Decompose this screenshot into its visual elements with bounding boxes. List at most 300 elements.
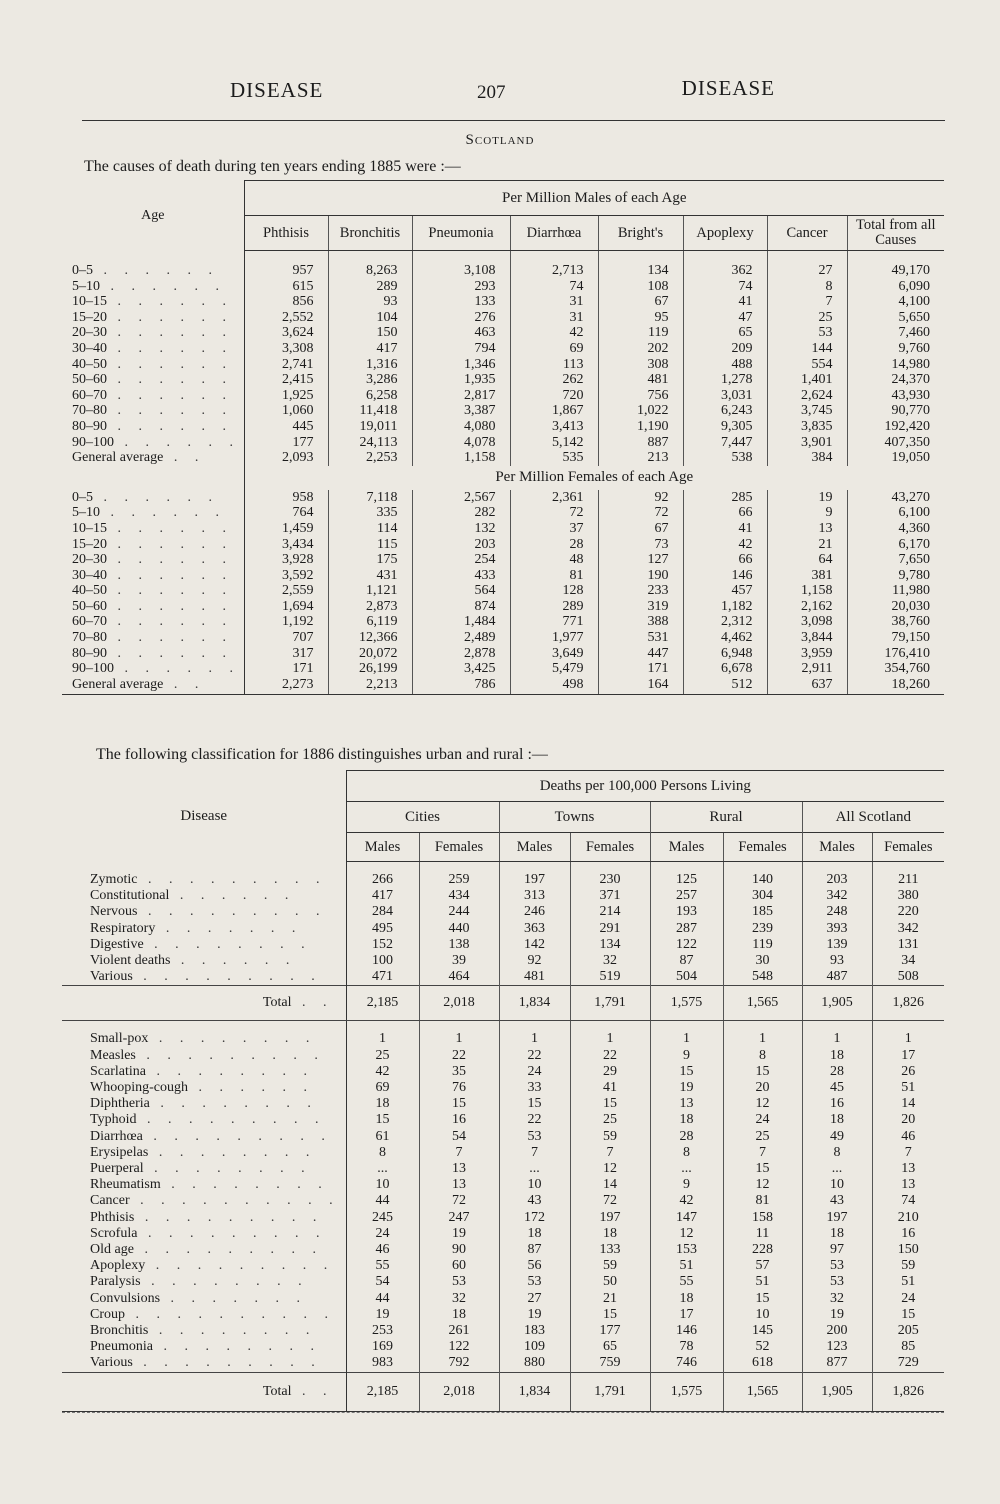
disease-cell	[62, 953, 346, 969]
disease-label: Nervous	[90, 904, 138, 920]
value-cell: 874	[412, 599, 510, 615]
value-cell: 30	[723, 953, 802, 969]
value-cell: 887	[598, 435, 683, 451]
value-cell: 185	[723, 904, 802, 920]
total-value-cell: 2,185	[346, 1372, 419, 1411]
spacer-cell	[723, 1021, 802, 1032]
value-cell: 618	[723, 1355, 802, 1372]
value-cell: 12	[723, 1177, 802, 1193]
value-cell: 289	[328, 279, 412, 295]
value-cell: 197	[802, 1210, 872, 1226]
value-cell: 15	[872, 1307, 944, 1323]
leader-dots: . .	[291, 995, 334, 1011]
value-cell: 253	[346, 1323, 419, 1339]
value-cell: 24	[872, 1291, 944, 1307]
value-cell: 15	[570, 1096, 650, 1112]
value-cell: 21	[570, 1291, 650, 1307]
spacer-cell	[802, 1021, 872, 1032]
value-cell: 25	[570, 1112, 650, 1128]
value-cell: 28	[650, 1129, 723, 1145]
value-cell: 4,360	[847, 521, 944, 537]
table-row	[62, 294, 944, 310]
total-label: Total	[262, 995, 292, 1011]
total-value-cell: 1,826	[872, 986, 944, 1021]
value-cell: 6,100	[847, 505, 944, 521]
age-cell	[62, 279, 244, 295]
value-cell: 13	[650, 1096, 723, 1112]
group-header: All Scotland	[802, 802, 944, 833]
table-row	[62, 1323, 944, 1339]
leader-dots: . . . . . .	[170, 953, 297, 969]
value-cell: 134	[598, 263, 683, 279]
age-cell	[62, 583, 244, 599]
value-cell: 3,592	[282, 567, 314, 583]
disease-label: Digestive	[90, 936, 144, 952]
value-cell: 140	[723, 872, 802, 888]
value-cell: 487	[802, 969, 872, 986]
leader-dots: . . . . . . . .	[143, 1161, 312, 1177]
disease-cell	[62, 1193, 346, 1209]
value-cell: 43,930	[847, 388, 944, 404]
value-cell: 114	[328, 521, 412, 537]
leader-dots: . . . . . .	[107, 340, 233, 356]
value-cell: 66	[683, 552, 767, 568]
value-cell: 8,263	[328, 263, 412, 279]
value-cell: 90,770	[847, 403, 944, 419]
table-row	[62, 263, 944, 279]
value-cell: 261	[419, 1323, 499, 1339]
value-cell: 246	[499, 904, 570, 920]
sex-header: Males	[499, 833, 570, 862]
value-cell: 139	[802, 937, 872, 953]
disease-cell	[62, 1258, 346, 1274]
total-label: Total	[262, 1383, 292, 1399]
table-row	[62, 1226, 944, 1242]
value-cell: 108	[598, 279, 683, 295]
value-cell: 13	[872, 1177, 944, 1193]
value-cell: 1	[723, 1031, 802, 1047]
value-cell: 24,113	[328, 435, 412, 451]
table-row	[62, 521, 944, 537]
value-cell: 9,780	[847, 568, 944, 584]
value-cell: 53	[499, 1274, 570, 1290]
value-cell: 308	[598, 357, 683, 373]
age-label: 70–80	[72, 630, 107, 646]
value-cell: 11,418	[328, 403, 412, 419]
total-value-cell: 1,575	[650, 1372, 723, 1411]
value-cell: 8	[346, 1145, 419, 1161]
disease-label: Scarlatina	[90, 1063, 146, 1079]
value-cell: 138	[419, 937, 499, 953]
value-cell: 291	[570, 921, 650, 937]
spacer-cell	[872, 862, 944, 873]
section-title: Scotland	[465, 132, 535, 148]
females-subheader-row	[62, 466, 944, 490]
value-cell: 471	[346, 969, 419, 986]
value-cell: 4,078	[412, 435, 510, 451]
value-cell: 304	[723, 888, 802, 904]
leader-dots: . . . . . .	[114, 661, 240, 677]
value-cell: 498	[510, 677, 598, 695]
value-cell: 176,410	[847, 646, 944, 662]
value-cell: 7	[723, 1145, 802, 1161]
disease-label: Various	[90, 969, 133, 985]
spacer-cell	[723, 862, 802, 873]
value-cell: 100	[346, 953, 419, 969]
value-cell: 61	[346, 1129, 419, 1145]
value-cell: 287	[650, 921, 723, 937]
value-cell: 15	[570, 1307, 650, 1323]
age-cell	[62, 450, 244, 466]
value-cell: 2,873	[328, 599, 412, 615]
disease-cell	[62, 1161, 346, 1177]
value-cell: 53	[802, 1274, 872, 1290]
leader-dots: . . . . . . . .	[149, 1096, 318, 1112]
value-cell: 440	[419, 921, 499, 937]
age-label: General average	[72, 676, 164, 692]
value-cell: 1	[499, 1031, 570, 1047]
value-cell: 19	[650, 1080, 723, 1096]
total-value-cell: 1,834	[499, 1372, 570, 1411]
spacer-cell	[570, 862, 650, 873]
spacer-cell	[872, 1021, 944, 1032]
table-row	[62, 1291, 944, 1307]
leader-dots: . . . . . .	[107, 356, 233, 372]
column-header: Pneumonia	[412, 216, 510, 251]
value-cell: 289	[510, 599, 598, 615]
value-cell: 3,434	[282, 536, 314, 552]
table-row	[62, 1242, 944, 1258]
value-cell: 2,624	[767, 388, 847, 404]
age-cell	[62, 552, 244, 568]
value-cell: 41	[683, 521, 767, 537]
value-cell: 142	[499, 937, 570, 953]
value-cell: 59	[570, 1129, 650, 1145]
value-cell: 131	[872, 937, 944, 953]
value-cell: 214	[570, 904, 650, 920]
value-cell: 27	[499, 1291, 570, 1307]
value-cell: 1,935	[412, 372, 510, 388]
value-cell: 32	[570, 953, 650, 969]
value-cell: 152	[346, 937, 419, 953]
disease-column-header: Disease	[62, 771, 346, 862]
value-cell: 10	[802, 1177, 872, 1193]
value-cell: 123	[802, 1339, 872, 1355]
leader-dots: . . . . . . . . .	[137, 904, 327, 920]
value-cell: 1,158	[767, 583, 847, 599]
group-header: Cities	[346, 802, 499, 833]
leader-dots: . . . . . .	[100, 505, 226, 521]
value-cell: 193	[650, 904, 723, 920]
deaths-per-100000-header: Deaths per 100,000 Persons Living	[346, 771, 944, 802]
value-cell: 463	[412, 325, 510, 341]
value-cell: 26	[872, 1064, 944, 1080]
age-label: 30–40	[72, 567, 107, 583]
value-cell: 282	[412, 505, 510, 521]
value-cell: 2,312	[683, 614, 767, 630]
spacer-cell	[570, 1021, 650, 1032]
spacer-cell	[847, 251, 944, 264]
age-cell	[62, 357, 244, 373]
value-cell: 2,713	[510, 263, 598, 279]
total-row	[62, 986, 944, 1021]
disease-cell	[62, 1064, 346, 1080]
age-cell	[62, 521, 244, 537]
age-cell	[62, 677, 244, 695]
value-cell: 720	[510, 388, 598, 404]
value-cell: 388	[598, 614, 683, 630]
age-cell	[62, 263, 244, 279]
value-cell: 19	[346, 1307, 419, 1323]
value-cell: 3,108	[412, 263, 510, 279]
value-cell: 145	[723, 1323, 802, 1339]
table-row	[62, 435, 944, 451]
value-cell: 8	[767, 279, 847, 295]
value-cell: 15	[723, 1161, 802, 1177]
value-cell: 7,650	[847, 552, 944, 568]
table-row	[62, 1064, 944, 1080]
leader-dots: . . . . . .	[107, 294, 233, 310]
value-cell: 538	[683, 450, 767, 466]
value-cell: 554	[767, 357, 847, 373]
value-cell: 14,980	[847, 357, 944, 373]
value-cell: 43	[499, 1193, 570, 1209]
value-cell: 202	[598, 341, 683, 357]
value-cell: 67	[598, 294, 683, 310]
value-cell: 24	[346, 1226, 419, 1242]
table-row	[62, 1193, 944, 1209]
value-cell: 18	[499, 1226, 570, 1242]
spacer-cell	[419, 1021, 499, 1032]
value-cell: 4,080	[412, 419, 510, 435]
value-cell: 12	[650, 1226, 723, 1242]
spacer-cell	[62, 862, 346, 873]
leader-dots: . . . . . .	[107, 309, 233, 325]
table-row	[62, 1339, 944, 1355]
table-row	[62, 568, 944, 584]
disease-cell	[62, 937, 346, 953]
table-row	[62, 490, 944, 506]
value-cell: 54	[419, 1129, 499, 1145]
column-header: Total from all Causes	[847, 216, 944, 251]
value-cell: 43	[802, 1193, 872, 1209]
value-cell: 17	[872, 1048, 944, 1064]
value-cell: 335	[328, 505, 412, 521]
sex-header: Females	[872, 833, 944, 862]
age-cell	[62, 661, 244, 677]
leader-dots: . . . . . .	[107, 520, 233, 536]
value-cell: 354,760	[847, 661, 944, 677]
column-header: Bronchitis	[328, 216, 412, 251]
value-cell: 127	[598, 552, 683, 568]
value-cell: 18	[650, 1112, 723, 1128]
spacer-cell	[683, 251, 767, 264]
value-cell: 1,182	[683, 599, 767, 615]
disease-cell	[62, 1274, 346, 1290]
value-cell: 28	[510, 537, 598, 553]
value-cell: 18	[802, 1226, 872, 1242]
value-cell: 637	[767, 677, 847, 695]
value-cell: 417	[346, 888, 419, 904]
age-cell	[62, 310, 244, 326]
value-cell: 15	[650, 1064, 723, 1080]
age-label: 60–70	[72, 387, 107, 403]
value-cell: 9	[767, 505, 847, 521]
value-cell: 19	[499, 1307, 570, 1323]
leader-dots: . . . . . .	[107, 372, 233, 388]
value-cell: 59	[872, 1258, 944, 1274]
value-cell: 53	[802, 1258, 872, 1274]
value-cell: 5,142	[510, 435, 598, 451]
age-label: 50–60	[72, 372, 107, 388]
value-cell: 7	[570, 1145, 650, 1161]
value-cell: 6,243	[683, 403, 767, 419]
value-cell: 2,093	[282, 450, 314, 466]
value-cell: 67	[598, 521, 683, 537]
value-cell: 15	[723, 1291, 802, 1307]
value-cell: 764	[292, 505, 314, 521]
value-cell: 245	[346, 1210, 419, 1226]
age-label: 40–50	[72, 356, 107, 372]
value-cell: 18	[802, 1048, 872, 1064]
value-cell: 125	[650, 872, 723, 888]
value-cell: 2,567	[412, 490, 510, 506]
total-label-cell	[62, 986, 346, 1021]
value-cell: 37	[510, 521, 598, 537]
sex-header: Males	[650, 833, 723, 862]
value-cell: 115	[328, 537, 412, 553]
disease-label: Whooping-cough	[90, 1080, 188, 1096]
value-cell: 183	[499, 1323, 570, 1339]
disease-cell	[62, 888, 346, 904]
value-cell: 508	[872, 969, 944, 986]
value-cell: 1	[650, 1031, 723, 1047]
value-cell: 1,316	[328, 357, 412, 373]
spacer-cell	[650, 862, 723, 873]
age-cell	[62, 568, 244, 584]
value-cell: 3,959	[767, 646, 847, 662]
leader-dots: . . . . . . . . .	[137, 872, 327, 887]
spacer-row	[62, 251, 944, 264]
table-row	[62, 630, 944, 646]
intro-text: The causes of death during ten years ending 1885 were :—	[84, 158, 461, 175]
age-label: 10–15	[72, 294, 107, 310]
total-value-cell: 1,791	[570, 1372, 650, 1411]
column-header: Cancer	[767, 216, 847, 251]
value-cell: 22	[499, 1112, 570, 1128]
disease-cell	[62, 1048, 346, 1064]
value-cell: 983	[346, 1355, 419, 1372]
value-cell: 34	[872, 953, 944, 969]
value-cell: 87	[499, 1242, 570, 1258]
value-cell: 3,844	[767, 630, 847, 646]
value-cell: 488	[683, 357, 767, 373]
disease-cell	[62, 1112, 346, 1128]
disease-cell	[62, 1307, 346, 1323]
value-cell: 259	[419, 872, 499, 888]
value-cell: 531	[598, 630, 683, 646]
table-row	[62, 1258, 944, 1274]
value-cell: 38,760	[847, 614, 944, 630]
disease-cell	[62, 1323, 346, 1339]
leader-dots: . . . . . . . . .	[134, 1209, 324, 1225]
value-cell: 1,158	[412, 450, 510, 466]
value-cell: 746	[650, 1355, 723, 1372]
value-cell: 16	[802, 1096, 872, 1112]
value-cell: 133	[412, 294, 510, 310]
value-cell: 122	[650, 937, 723, 953]
value-cell: 27	[767, 263, 847, 279]
value-cell: 18,260	[847, 677, 944, 695]
table-row	[62, 904, 944, 920]
value-cell: 72	[570, 1193, 650, 1209]
leader-dots: . . . . . .	[93, 489, 219, 505]
value-cell: 72	[419, 1193, 499, 1209]
value-cell: 74	[683, 279, 767, 295]
value-cell: 220	[872, 904, 944, 920]
value-cell: 342	[872, 921, 944, 937]
spacer-cell	[499, 862, 570, 873]
age-label: 50–60	[72, 598, 107, 614]
disease-label: Zymotic	[90, 872, 138, 887]
value-cell: 3,928	[282, 552, 314, 568]
value-cell: 481	[598, 372, 683, 388]
value-cell: 33	[499, 1080, 570, 1096]
age-cell	[62, 372, 244, 388]
value-cell: 18	[419, 1307, 499, 1323]
value-cell: 18	[650, 1291, 723, 1307]
table-row	[62, 1080, 944, 1096]
table-row	[62, 388, 944, 404]
value-cell: 213	[598, 450, 683, 466]
value-cell: 9	[650, 1177, 723, 1193]
table-row	[62, 953, 944, 969]
value-cell: 92	[598, 490, 683, 506]
value-cell: 171	[292, 661, 314, 677]
value-cell: 203	[412, 537, 510, 553]
value-cell: 17	[650, 1307, 723, 1323]
value-cell: 104	[328, 310, 412, 326]
value-cell: 342	[802, 888, 872, 904]
value-cell: 2,489	[412, 630, 510, 646]
value-cell: 2,559	[282, 583, 314, 599]
age-cell	[62, 403, 244, 419]
value-cell: 177	[292, 434, 314, 450]
footer-rule	[62, 1412, 944, 1413]
value-cell: 957	[292, 263, 314, 278]
spacer-cell	[419, 862, 499, 873]
value-cell: 313	[499, 888, 570, 904]
value-cell: 445	[292, 418, 314, 434]
value-cell: 15	[419, 1096, 499, 1112]
value-cell: 1,459	[282, 520, 314, 536]
spacer-cell	[62, 466, 244, 490]
age-label: 90–100	[72, 661, 114, 677]
leader-dots: . . . . . .	[114, 434, 240, 450]
value-cell: 42	[650, 1193, 723, 1209]
table-row	[62, 1048, 944, 1064]
table-row	[62, 969, 944, 986]
value-cell: 230	[570, 872, 650, 888]
value-cell: 50	[570, 1274, 650, 1290]
table-row	[62, 341, 944, 357]
value-cell: 65	[683, 325, 767, 341]
value-cell: 1,192	[282, 614, 314, 630]
value-cell: 20	[723, 1080, 802, 1096]
leader-dots: . . . . . . .	[160, 1290, 308, 1306]
disease-cell	[62, 1177, 346, 1193]
value-cell: 13	[767, 521, 847, 537]
